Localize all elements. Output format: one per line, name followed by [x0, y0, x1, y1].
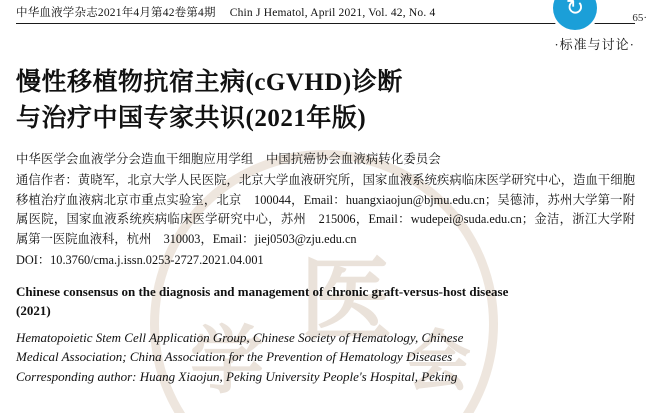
- watermark-char-2: 会: [405, 326, 471, 399]
- running-head-english: Chin J Hematol, April 2021, Vol. 42, No. 4: [229, 7, 436, 19]
- title-line-2: 与治疗中国专家共识(2021年版): [16, 104, 367, 132]
- section-label: ·标准与讨论·: [554, 37, 635, 52]
- english-title: [16, 283, 635, 321]
- english-title-line-2: (2021): [16, 303, 51, 319]
- refresh-circle-icon[interactable]: [553, 0, 597, 30]
- byline: [16, 150, 635, 269]
- running-head-chinese: 中华血液学杂志2021年4月第42卷第4期: [16, 7, 216, 19]
- author-groups: 中华医学会血液学分会造血干细胞应用学组 中国抗癌协会血液病转化委员会: [16, 152, 441, 166]
- corresponding-author-affiliation: 通信作者：黄晓军，北京大学人民医院，北京大学血液研究所，国家血液系统疾病临床医学研究中心，造血干细胞移植治疗血液病北京市重点实验室，北京 100044，Email：huangxiaojun@bjmu.edu.cn；吴德沛，苏州大学第一附属医院，国家血液系统疾病临床医学研究中心，苏州 215006，Email：wudepei@suda.edu.cn；金洁，浙江大学附属第一医院血液科，杭州 310003，Email：jiej0503@zju.edu.cn: [16, 173, 635, 247]
- english-affil-line-2: Medical Association; China Association for the Prevention of Hematology Diseases: [16, 349, 453, 365]
- header-divider: [16, 23, 635, 24]
- english-affiliation: [16, 328, 635, 387]
- page-number-corner: 65·: [632, 12, 647, 24]
- english-title-line-1: Chinese consensus on the diagnosis and management of chronic graft-versus-host disease: [16, 284, 509, 300]
- watermark-char-0: 医: [300, 250, 393, 352]
- running-head: [16, 0, 635, 20]
- doi-line: DOI：10.3760/cma.j.issn.0253-2727.2021.04.001: [16, 252, 264, 267]
- english-affil-line-3: Corresponding author: Huang Xiaojun, Peking University People's Hospital, Peking: [16, 368, 458, 384]
- refresh-glyph: ↻: [565, 0, 585, 21]
- title-line-1: 慢性移植物抗宿主病(cGVHD)诊断: [16, 69, 403, 96]
- english-affil-line-1: Hematopoietic Stem Cell Application Group, Chinese Society of Hematology, Chinese: [16, 329, 464, 345]
- watermark-char-1: 学: [190, 321, 264, 403]
- page-title: [16, 65, 635, 136]
